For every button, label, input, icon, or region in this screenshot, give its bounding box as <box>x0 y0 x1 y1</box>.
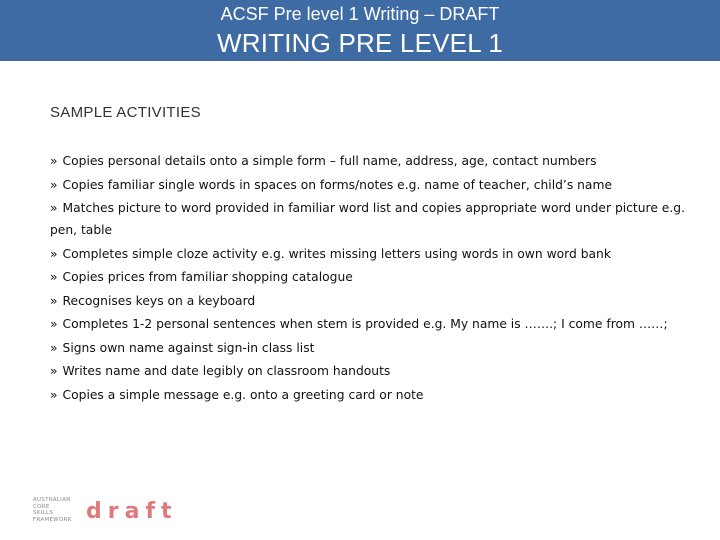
logo-line: SKILLS <box>33 510 54 516</box>
activity-list <box>50 150 700 407</box>
list-item-text: Copies personal details onto a simple form – full name, address, age, contact numbers <box>62 154 597 168</box>
bullet-icon: » <box>50 317 58 331</box>
list-item-text: Completes simple cloze activity e.g. writes missing letters using words in own word bank <box>62 246 611 261</box>
list-item <box>50 313 700 335</box>
list-item <box>50 197 700 241</box>
document-subtitle: ACSF Pre level 1 Writing – DRAFT <box>220 4 500 24</box>
list-item-text: Copies familiar single words in spaces on forms/notes e.g. name of teacher, child’s name <box>62 177 613 192</box>
list-item-text: Copies a simple message e.g. onto a greeting card or note <box>62 387 424 402</box>
bullet-icon: » <box>50 340 58 355</box>
list-item-text: Writes name and date legibly on classroom handouts <box>62 364 391 378</box>
list-item-text: Signs own name against sign-in class list <box>62 340 315 355</box>
bullet-icon: » <box>50 293 58 308</box>
bullet-icon: » <box>50 177 58 192</box>
list-item <box>50 150 700 172</box>
list-item <box>50 360 700 382</box>
logo-line: AUSTRALIAN <box>33 497 71 503</box>
bullet-icon: » <box>50 246 58 261</box>
list-item <box>50 174 700 196</box>
list-item <box>50 243 700 265</box>
draft-watermark: draft <box>86 499 178 524</box>
section-title: SAMPLE ACTIVITIES <box>50 104 201 121</box>
list-item-text: Matches picture to word provided in familiar word list and copies appropriate word under picture e.g. pen, table <box>50 201 685 237</box>
list-item-text: Copies prices from familiar shopping catalogue <box>62 270 353 284</box>
bullet-icon: » <box>50 270 58 284</box>
list-item <box>50 266 700 288</box>
logo-line: FRAMEWORK <box>33 516 72 523</box>
list-item <box>50 290 700 312</box>
bullet-icon: » <box>50 364 58 378</box>
list-item <box>50 337 700 359</box>
bullet-icon: » <box>50 387 58 402</box>
list-item-text: Completes 1-2 personal sentences when stem is provided e.g. My name is …….; I come from ……; <box>62 317 668 331</box>
bullet-icon: » <box>50 201 58 215</box>
acsf-logo <box>33 497 93 535</box>
logo-line: CORE <box>33 503 50 510</box>
list-item-text: Recognises keys on a keyboard <box>62 293 256 308</box>
header-banner <box>0 0 720 61</box>
list-item <box>50 384 700 406</box>
page-title: WRITING PRE LEVEL 1 <box>216 28 504 58</box>
bullet-icon: » <box>50 154 58 168</box>
